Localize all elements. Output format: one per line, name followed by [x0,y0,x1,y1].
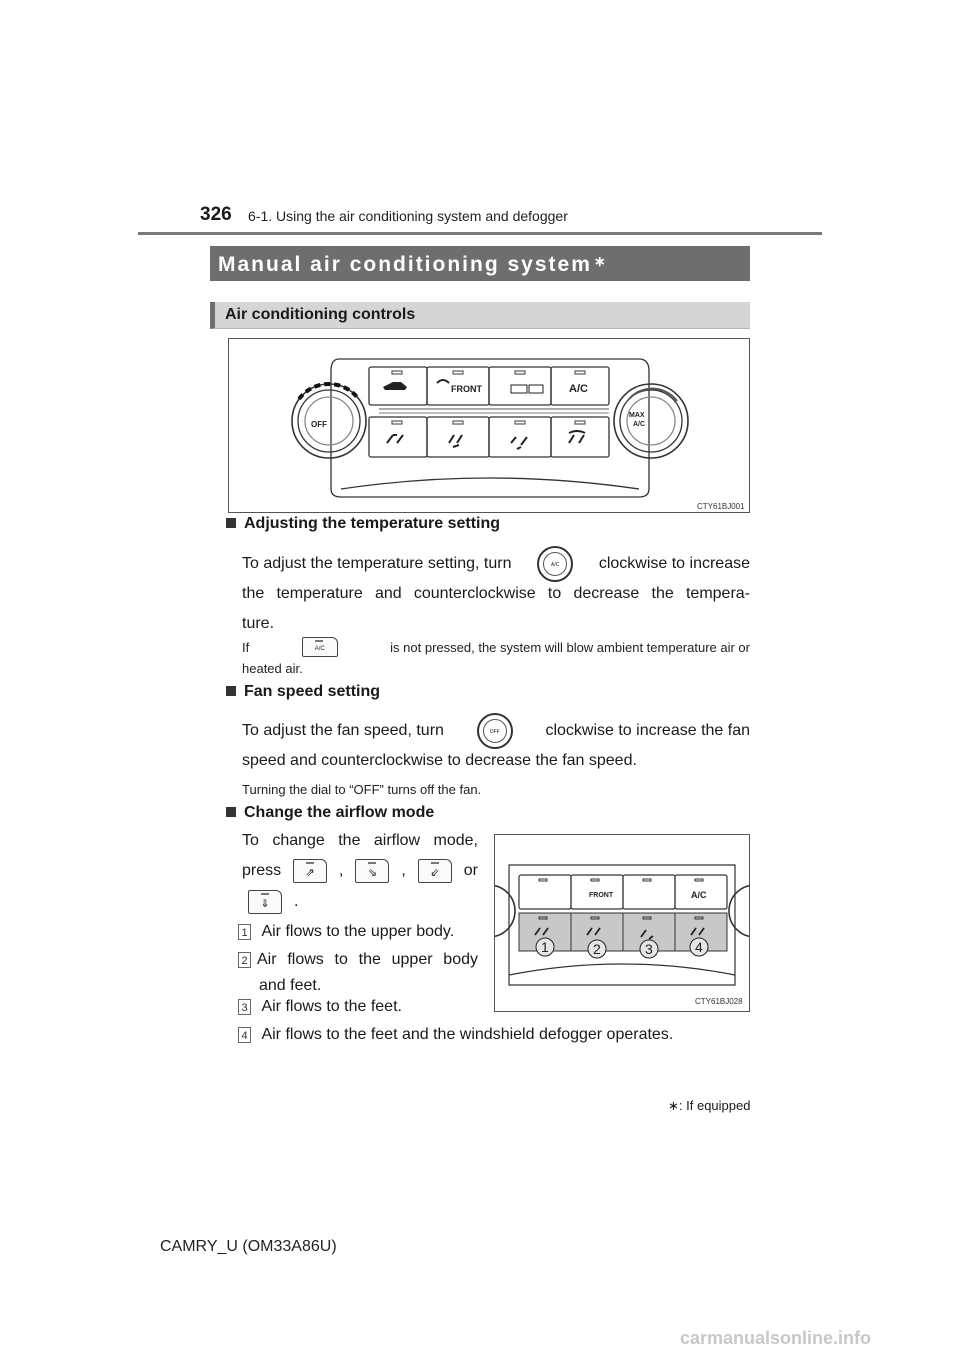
airflow-heading [226,804,434,822]
page-title [218,253,606,277]
footnote [668,1098,750,1114]
item-number-4: 4 [238,1027,251,1043]
off-label: OFF [311,420,327,429]
feet-button-icon: ⇙ [418,859,452,883]
temperature-text-1a: To adjust the temperature setting, turn [242,555,512,572]
airflow-comma-1: , [339,862,344,879]
page-number: 326 [200,204,232,225]
fan-dial-icon: OFF [477,713,513,749]
callout-1: 1 [541,939,549,955]
airflow-period: . [294,893,299,910]
fan-text-1a: To adjust the fan speed, turn [242,722,444,739]
temperature-text-1b: clockwise to increase [598,555,750,572]
airflow-or: or [463,862,478,879]
control-panel-illustration [229,339,749,512]
footnote-mark: ∗ [668,1098,679,1113]
fan-paragraph [242,716,750,776]
fig2-ac-label: A/C [691,890,707,900]
airflow-line-2 [242,856,478,886]
temperature-note-1a: If [242,639,250,655]
temperature-line-1 [242,549,750,579]
airflow-comma-2: , [401,862,406,879]
callout-2: 2 [593,941,601,957]
temperature-line-3: ture. [242,615,275,632]
item-text-3: Air flows to the feet. [261,998,402,1015]
temperature-note [242,637,750,676]
temperature-paragraph [242,549,750,639]
airflow-buttons-figure [494,834,750,1012]
ac-button-icon: A/C [302,637,338,657]
airflow-item-4 [238,1020,673,1050]
upper-body-button-icon: ⇗ [293,859,327,883]
front-label: FRONT [451,384,482,394]
temperature-dial-icon: A/C [537,546,573,582]
item-number-2: 2 [238,952,251,968]
airflow-buttons-illustration [495,835,749,1011]
airflow-press: press [242,862,282,879]
fan-heading-text: Fan speed setting [244,683,381,700]
section-title: 6-1. Using the air conditioning system and defogger [248,208,568,224]
figure2-code: CTY61BJ028 [695,997,743,1006]
item-number-1: 1 [238,924,251,940]
airflow-item-3 [238,992,402,1022]
airflow-line-3 [248,887,298,917]
control-panel-figure [228,338,750,513]
fan-line-2: speed and counterclockwise to decrease the fan speed. [242,752,637,769]
equipped-mark: ∗ [593,253,606,269]
upper-feet-button-icon: ⇘ [355,859,389,883]
temperature-line-2: the temperature and counterclockwise to decrease the tempera- [242,585,750,602]
subtitle-bar [210,302,750,329]
title-bar [210,246,750,281]
ac-label: A/C [569,383,588,395]
watermark: carmanualsonline.info [680,1328,872,1348]
bullet-square-icon [226,807,236,817]
bullet-square-icon [226,686,236,696]
airflow-line-1: To change the airflow mode, [242,832,478,849]
item-number-3: 3 [238,999,251,1015]
callout-4: 4 [695,939,703,955]
temperature-note-1b: is not pressed, the system will blow ambient temperature air or [390,639,750,655]
callout-3: 3 [645,941,653,957]
footer-model: CAMRY_U (OM33A86U) [160,1238,337,1255]
item-text-2b: and feet. [259,977,322,994]
feet-defog-button-icon: ⇓ [248,890,282,914]
figure1-code: CTY61BJ001 [697,502,745,511]
page-title-text: Manual air conditioning system [218,253,592,276]
fan-line-1 [242,716,750,746]
item-text-4: Air flows to the feet and the windshield defogger operates. [261,1026,674,1043]
temperature-note-2: heated air. [242,661,303,676]
max-ac-label: MAX [629,412,645,419]
bullet-square-icon [226,518,236,528]
airflow-item-1 [238,917,454,947]
header-rule [138,232,822,235]
footnote-text: : If equipped [678,1098,751,1113]
max-ac-label-2: A/C [633,421,646,428]
item-text-1: Air flows to the upper body. [261,923,455,940]
subtitle: Air conditioning controls [225,306,416,323]
temperature-heading [226,515,500,533]
fig2-front-label: FRONT [589,892,614,899]
temperature-heading-text: Adjusting the temperature setting [244,515,501,532]
item-text-2: Air flows to the upper body [257,951,478,968]
fan-note: Turning the dial to “OFF” turns off the fan. [242,782,482,797]
airflow-heading-text: Change the airflow mode [244,804,435,821]
fan-heading [226,683,380,701]
fan-text-1b: clockwise to increase the fan [545,722,750,739]
